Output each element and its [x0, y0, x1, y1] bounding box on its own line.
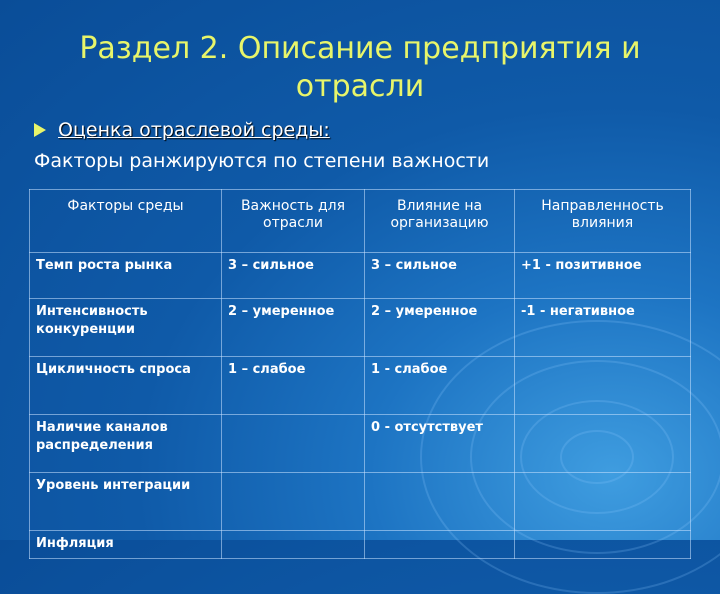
table-cell: 2 – умеренное — [222, 299, 365, 357]
table-cell: 0 - отсутствует — [365, 415, 515, 473]
bullet-text: Оценка отраслевой среды: — [58, 119, 330, 141]
table-cell: Уровень интеграции — [30, 473, 222, 531]
slide-title: Раздел 2. Описание предприятия и отрасли — [79, 31, 641, 104]
table-cell: 3 – сильное — [222, 253, 365, 299]
table-header-row — [30, 190, 691, 253]
table-cell: Инфляция — [30, 531, 222, 559]
table-cell — [515, 415, 691, 473]
table-cell: Наличие каналов распределения — [30, 415, 222, 473]
table-row — [30, 299, 691, 357]
table-cell: Интенсивность конкуренции — [30, 299, 222, 357]
table-header-cell: Важность для отрасли — [222, 190, 365, 253]
subtitle-text: Факторы ранжируются по степени важности — [34, 150, 490, 172]
table-cell — [365, 473, 515, 531]
table-row — [30, 253, 691, 299]
table-cell: Цикличность спроса — [30, 357, 222, 415]
table-cell — [515, 531, 691, 559]
table-header-cell: Направленность влияния — [515, 190, 691, 253]
table-header-cell: Влияние на организацию — [365, 190, 515, 253]
table-row — [30, 531, 691, 559]
table-cell: 1 - слабое — [365, 357, 515, 415]
table-cell: 2 – умеренное — [365, 299, 515, 357]
table-cell: 3 – сильное — [365, 253, 515, 299]
table-cell — [365, 531, 515, 559]
table-row — [30, 415, 691, 473]
table-cell: Темп роста рынка — [30, 253, 222, 299]
table-row — [30, 357, 691, 415]
bullet-line — [34, 118, 330, 142]
table-cell — [222, 415, 365, 473]
table-cell — [222, 531, 365, 559]
table-cell — [222, 473, 365, 531]
table-header-cell: Факторы среды — [30, 190, 222, 253]
table-cell: +1 - позитивное — [515, 253, 691, 299]
table-row — [30, 473, 691, 531]
table-cell: 1 – слабое — [222, 357, 365, 415]
table-cell: -1 - негативное — [515, 299, 691, 357]
table-cell — [515, 357, 691, 415]
factors-table — [29, 189, 691, 559]
table-cell — [515, 473, 691, 531]
arrow-bullet-icon — [34, 123, 46, 137]
